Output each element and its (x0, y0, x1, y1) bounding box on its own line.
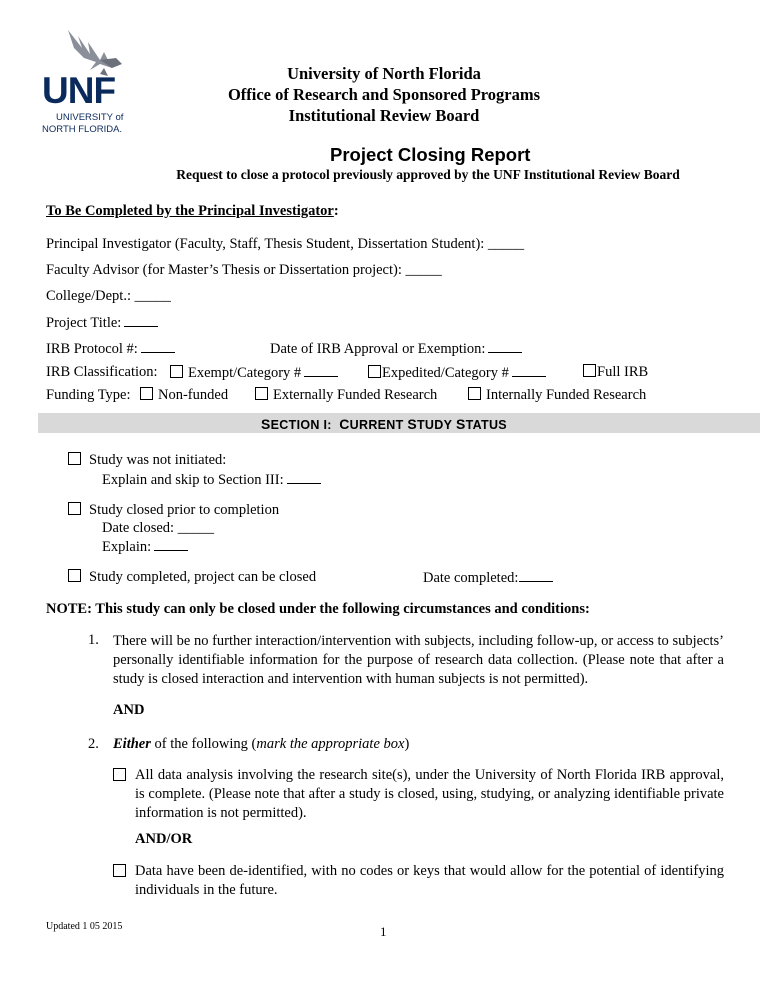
expedited-label: Expedited/Category # (382, 365, 509, 381)
internal-label: Internally Funded Research (486, 387, 647, 403)
pi-heading-colon: : (333, 203, 339, 219)
project-title-field[interactable] (46, 314, 158, 332)
pi-heading-text: To Be Completed by the Principal Investigator (46, 203, 334, 219)
closed-explain-label: Explain: (102, 539, 152, 555)
condition2-number: 2. (88, 736, 99, 752)
external-label: Externally Funded Research (273, 387, 438, 403)
data-analysis-text: All data analysis involving the research site(s), under the University of North Florida IRB approval, is complete. (Please note that after a study is closed, using, studying, or analyzing identifiable private information is not permitted). (135, 767, 724, 821)
project-title-blank[interactable] (124, 314, 158, 327)
deidentified-checkbox-wrap[interactable] (113, 864, 131, 881)
and-label: AND (113, 702, 145, 718)
condition1-text: There will be no further interaction/intervention with subjects, including follow-up, or access to subjects’ personally identifiable information for the purpose of research data collection. (Please note that after a study is closed interaction and intervention with human subjects is not permitted). (113, 633, 724, 687)
completed-option[interactable] (68, 569, 316, 586)
closed-early-checkbox[interactable] (68, 502, 81, 515)
footer-updated: Updated 1 05 2015 (46, 921, 123, 932)
exempt-label: Exempt/Category # (188, 365, 302, 381)
completed-checkbox[interactable] (68, 569, 81, 582)
approval-date-label: Date of IRB Approval or Exemption: (270, 341, 486, 357)
funding-label: Funding Type: (46, 387, 131, 403)
closed-early-option[interactable] (68, 502, 279, 519)
closed-explain-blank[interactable] (154, 538, 188, 551)
external-checkbox[interactable] (255, 387, 268, 400)
exempt-checkbox[interactable] (170, 365, 183, 378)
pi-heading (46, 203, 339, 220)
expedited-option[interactable] (368, 364, 546, 382)
expedited-blank[interactable] (512, 364, 546, 377)
not-initiated-explain-label: Explain and skip to Section III: (102, 472, 284, 488)
closed-early-label: Study closed prior to completion (89, 502, 280, 518)
andor-label: AND/OR (135, 831, 193, 847)
condition2-text: Either of the following (mark the appropriate box) (113, 736, 410, 752)
completed-label: Study completed, project can be closed (89, 569, 317, 585)
nonfunded-label: Non-funded (158, 387, 229, 403)
page-title: Project Closing Report (330, 144, 531, 165)
protocol-label: IRB Protocol #: (46, 341, 138, 357)
not-initiated-label: Study was not initiated: (89, 452, 227, 468)
section1-title: SECTION I: CURRENT STUDY STATUS (261, 416, 507, 432)
condition1-number: 1. (88, 632, 99, 648)
protocol-field[interactable] (46, 340, 175, 358)
college-field[interactable]: College/Dept.: _____ (46, 288, 171, 304)
date-completed-blank[interactable] (519, 569, 553, 582)
header-university: University of North Florida (287, 64, 481, 83)
deidentified-checkbox[interactable] (113, 864, 126, 877)
nonfunded-checkbox[interactable] (140, 387, 153, 400)
advisor-field[interactable]: Faculty Advisor (for Master’s Thesis or Dissertation project): _____ (46, 262, 442, 278)
header-office: Office of Research and Sponsored Programs (227, 85, 541, 104)
not-initiated-explain[interactable] (102, 471, 321, 489)
logo-line2: NORTH FLORIDA. (42, 124, 123, 135)
exempt-blank[interactable] (304, 364, 338, 377)
classification-label: IRB Classification: (46, 364, 158, 380)
internal-checkbox[interactable] (468, 387, 481, 400)
exempt-option[interactable] (170, 364, 338, 382)
project-title-label: Project Title: (46, 315, 122, 331)
header-board: Institutional Review Board (288, 106, 480, 125)
pi-field[interactable]: Principal Investigator (Faculty, Staff, Thesis Student, Dissertation Student): _____ (46, 236, 525, 252)
data-analysis-checkbox[interactable] (113, 768, 126, 781)
not-initiated-checkbox[interactable] (68, 452, 81, 465)
page-number: 1 (380, 924, 387, 939)
logo-mark: UNF (42, 70, 116, 111)
date-completed-label: Date completed: (423, 570, 519, 586)
deidentified-text: Data have been de-identified, with no codes or keys that would allow for the potential of identifying individuals in the future. (135, 863, 724, 898)
nonfunded-option[interactable] (140, 387, 228, 404)
page-subtitle: Request to close a protocol previously approved by the UNF Institutional Review Board (176, 167, 680, 182)
external-option[interactable] (255, 387, 437, 404)
approval-date-blank[interactable] (488, 340, 522, 353)
not-initiated-blank[interactable] (287, 471, 321, 484)
internal-option[interactable] (468, 387, 646, 404)
full-irb-label: Full IRB (597, 364, 649, 380)
note-text: NOTE: This study can only be closed under the following circumstances and conditions: (46, 601, 590, 617)
logo-line1: UNIVERSITY of (56, 112, 124, 123)
data-analysis-checkbox-wrap[interactable] (113, 768, 131, 785)
protocol-blank[interactable] (141, 340, 175, 353)
date-completed-field[interactable] (423, 569, 553, 587)
full-irb-checkbox[interactable] (583, 364, 596, 377)
expedited-checkbox[interactable] (368, 365, 381, 378)
not-initiated-option[interactable] (68, 452, 226, 469)
closed-explain-field[interactable] (102, 538, 188, 556)
approval-date-field[interactable] (270, 340, 522, 358)
date-closed-field[interactable]: Date closed: _____ (102, 520, 214, 536)
full-irb-option[interactable] (583, 364, 648, 381)
